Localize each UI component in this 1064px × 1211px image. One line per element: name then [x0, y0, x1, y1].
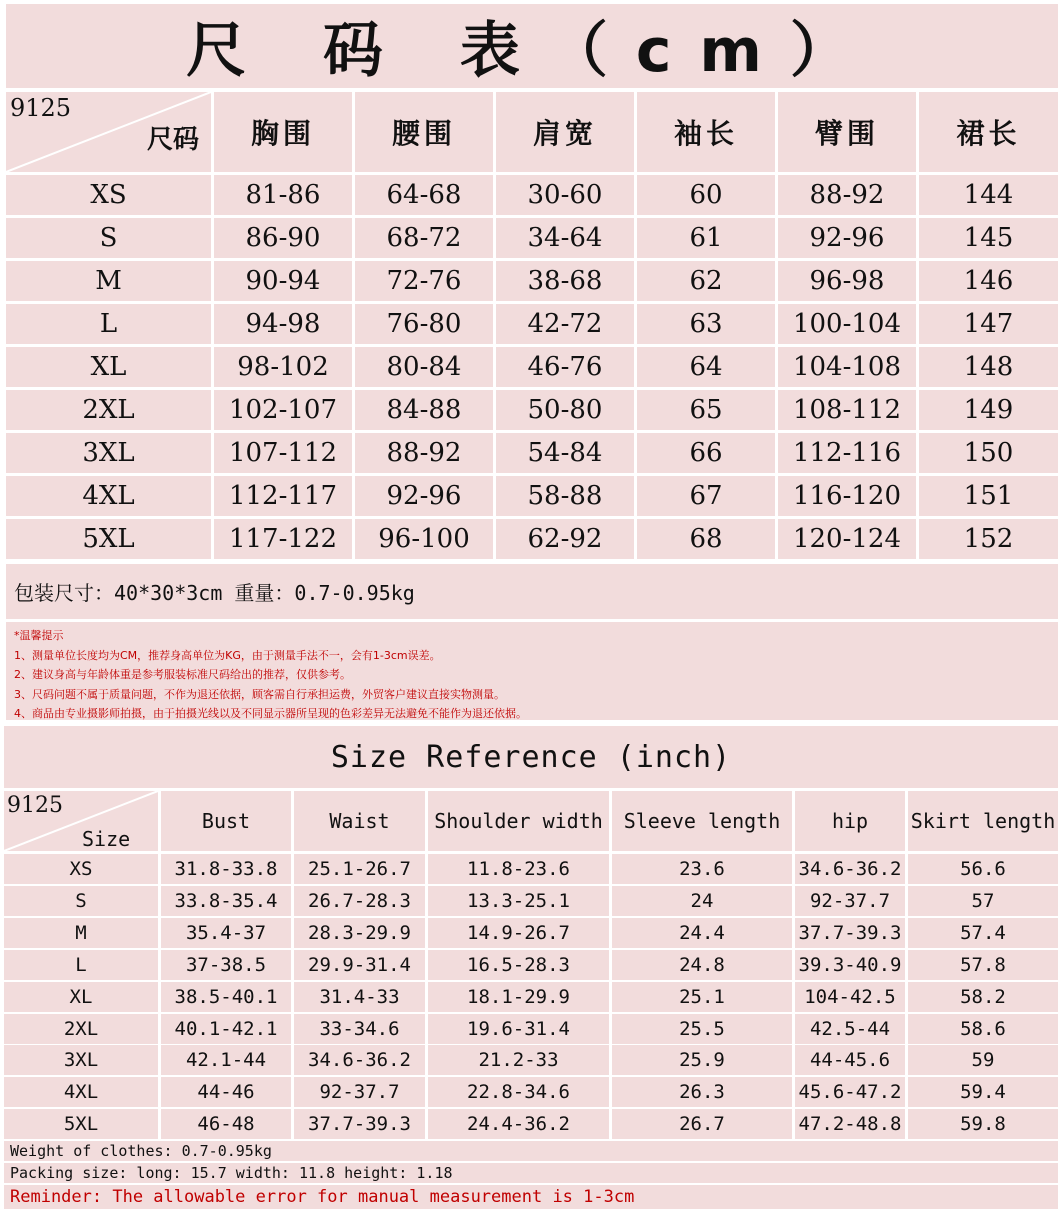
- cm-size-label: XL: [6, 347, 211, 387]
- cm-table-cell: 90-94: [214, 261, 352, 301]
- packing-info: Packing size: long: 15.7 width: 11.8 height: 1.18: [4, 1163, 1058, 1183]
- inch-table-cell: 34.6-36.2: [795, 854, 905, 884]
- inch-table-cell: 58.2: [908, 982, 1058, 1012]
- cm-table-cell: 62: [637, 261, 775, 301]
- inch-table-title: Size Reference (inch): [4, 726, 1058, 788]
- cm-size-label: M: [6, 261, 211, 301]
- cm-corner-cell: [6, 92, 211, 172]
- note-line: 4、商品由专业摄影师拍摄，由于拍摄光线以及不同显示器所呈现的色彩差异无法避免不能作为退还依据。: [14, 707, 527, 720]
- inch-table-cell: 18.1-29.9: [428, 982, 609, 1012]
- inch-column-header: Sleeve length: [612, 791, 792, 851]
- inch-corner-label: Size: [82, 827, 131, 851]
- cm-table-cell: 80-84: [355, 347, 493, 387]
- cm-table-cell: 30-60: [496, 175, 634, 215]
- cm-table-title: 尺 码 表（cm）: [6, 4, 1058, 88]
- inch-table-cell: 44-45.6: [795, 1045, 905, 1075]
- inch-table-cell: 40.1-42.1: [161, 1014, 291, 1044]
- cm-table-cell: 63: [637, 304, 775, 344]
- cm-table-cell: 61: [637, 218, 775, 258]
- inch-table-cell: 16.5-28.3: [428, 950, 609, 980]
- inch-size-label: L: [4, 950, 158, 980]
- weight-info: Weight of clothes: 0.7-0.95kg: [4, 1141, 1058, 1161]
- cm-table-cell: 146: [919, 261, 1058, 301]
- inch-table-cell: 25.9: [612, 1045, 792, 1075]
- cm-table-cell: 112-116: [778, 433, 916, 473]
- cm-size-label: S: [6, 218, 211, 258]
- cm-column-header: 肩宽: [496, 92, 634, 172]
- cm-table-cell: 92-96: [355, 476, 493, 516]
- inch-table-cell: 29.9-31.4: [294, 950, 425, 980]
- cm-size-label: L: [6, 304, 211, 344]
- cm-table-cell: 150: [919, 433, 1058, 473]
- cm-table-cell: 65: [637, 390, 775, 430]
- cm-table-cell: 102-107: [214, 390, 352, 430]
- inch-table-cell: 42.1-44: [161, 1045, 291, 1075]
- inch-table-cell: 35.4-37: [161, 918, 291, 948]
- cm-table-cell: 68-72: [355, 218, 493, 258]
- inch-table-cell: 31.8-33.8: [161, 854, 291, 884]
- inch-table-cell: 58.6: [908, 1014, 1058, 1044]
- cm-size-label: XS: [6, 175, 211, 215]
- note-line: 2、建议身高与年龄体重是参考服装标准尺码给出的推荐，仅供参考。: [14, 668, 351, 681]
- cm-table-cell: 96-98: [778, 261, 916, 301]
- inch-table-cell: 24: [612, 886, 792, 916]
- inch-table-cell: 23.6: [612, 854, 792, 884]
- inch-table-cell: 24.4: [612, 918, 792, 948]
- cm-table-cell: 67: [637, 476, 775, 516]
- cm-table-cell: 54-84: [496, 433, 634, 473]
- inch-table-cell: 33.8-35.4: [161, 886, 291, 916]
- cm-table-cell: 104-108: [778, 347, 916, 387]
- inch-table-cell: 38.5-40.1: [161, 982, 291, 1012]
- cm-table-cell: 81-86: [214, 175, 352, 215]
- cm-table-cell: 98-102: [214, 347, 352, 387]
- cm-table-cell: 66: [637, 433, 775, 473]
- inch-table-cell: 24.8: [612, 950, 792, 980]
- cm-table-cell: 147: [919, 304, 1058, 344]
- cm-table-cell: 108-112: [778, 390, 916, 430]
- cm-table-cell: 62-92: [496, 519, 634, 559]
- cm-table-cell: 100-104: [778, 304, 916, 344]
- cm-column-header: 臂围: [778, 92, 916, 172]
- cm-table-cell: 96-100: [355, 519, 493, 559]
- cm-table-cell: 38-68: [496, 261, 634, 301]
- inch-size-label: 4XL: [4, 1077, 158, 1107]
- inch-table-cell: 21.2-33: [428, 1045, 609, 1075]
- inch-table-cell: 56.6: [908, 854, 1058, 884]
- inch-column-header: Waist: [294, 791, 425, 851]
- inch-table-cell: 26.3: [612, 1077, 792, 1107]
- cm-table-cell: 88-92: [778, 175, 916, 215]
- cm-table-cell: 68: [637, 519, 775, 559]
- cm-table-cell: 88-92: [355, 433, 493, 473]
- inch-column-header: Skirt length: [908, 791, 1058, 851]
- inch-table-cell: 104-42.5: [795, 982, 905, 1012]
- cm-table-cell: 64-68: [355, 175, 493, 215]
- inch-table-cell: 42.5-44: [795, 1014, 905, 1044]
- inch-table-cell: 45.6-47.2: [795, 1077, 905, 1107]
- inch-corner-cell: [4, 791, 158, 851]
- cm-table-cell: 60: [637, 175, 775, 215]
- inch-table-cell: 39.3-40.9: [795, 950, 905, 980]
- cm-size-label: 3XL: [6, 433, 211, 473]
- cm-table-cell: 92-96: [778, 218, 916, 258]
- note-line: 1、测量单位长度均为CM，推荐身高单位为KG，由于测量手法不一，会有1-3cm误差。: [14, 648, 441, 662]
- inch-column-header: hip: [795, 791, 905, 851]
- inch-table-cell: 28.3-29.9: [294, 918, 425, 948]
- inch-table-cell: 13.3-25.1: [428, 886, 609, 916]
- cm-model-number: 9125: [10, 94, 72, 122]
- inch-table-cell: 59: [908, 1045, 1058, 1075]
- inch-table-cell: 37.7-39.3: [795, 918, 905, 948]
- cm-table-cell: 46-76: [496, 347, 634, 387]
- cm-table-cell: 152: [919, 519, 1058, 559]
- inch-size-label: XS: [4, 854, 158, 884]
- inch-size-label: XL: [4, 982, 158, 1012]
- inch-size-label: 3XL: [4, 1045, 158, 1075]
- cm-table-cell: 86-90: [214, 218, 352, 258]
- inch-table-cell: 19.6-31.4: [428, 1014, 609, 1044]
- cm-table-cell: 117-122: [214, 519, 352, 559]
- cm-package-info: 包装尺寸：40*30*3cm 重量：0.7-0.95kg: [6, 564, 1058, 619]
- inch-table-cell: 44-46: [161, 1077, 291, 1107]
- cm-table-cell: 50-80: [496, 390, 634, 430]
- inch-column-header: Bust: [161, 791, 291, 851]
- cm-table-cell: 149: [919, 390, 1058, 430]
- inch-table-cell: 92-37.7: [294, 1077, 425, 1107]
- inch-table-cell: 59.4: [908, 1077, 1058, 1107]
- inch-table-cell: 31.4-33: [294, 982, 425, 1012]
- cm-table-cell: 107-112: [214, 433, 352, 473]
- cm-table-cell: 148: [919, 347, 1058, 387]
- note-line: 3、尺码问题不属于质量问题，不作为退还依据，顾客需自行承担运费，外贸客户建议直接实物测量。: [14, 687, 505, 701]
- cm-column-header: 腰围: [355, 92, 493, 172]
- inch-model-number: 9125: [7, 793, 63, 818]
- cm-table-cell: 144: [919, 175, 1058, 215]
- inch-table-cell: 14.9-26.7: [428, 918, 609, 948]
- inch-table-cell: 57.4: [908, 918, 1058, 948]
- inch-table-cell: 26.7-28.3: [294, 886, 425, 916]
- cm-column-header: 袖长: [637, 92, 775, 172]
- inch-table-cell: 57.8: [908, 950, 1058, 980]
- inch-table-cell: 25.5: [612, 1014, 792, 1044]
- cm-size-label: 4XL: [6, 476, 211, 516]
- cm-table-cell: 145: [919, 218, 1058, 258]
- inch-table-cell: 37-38.5: [161, 950, 291, 980]
- inch-table-cell: 34.6-36.2: [294, 1045, 425, 1075]
- cm-table-cell: 116-120: [778, 476, 916, 516]
- inch-size-label: 2XL: [4, 1014, 158, 1044]
- cm-table-cell: 84-88: [355, 390, 493, 430]
- cm-table-cell: 64: [637, 347, 775, 387]
- cm-table-cell: 72-76: [355, 261, 493, 301]
- cm-size-label: 2XL: [6, 390, 211, 430]
- inch-size-label: M: [4, 918, 158, 948]
- cm-table-cell: 34-64: [496, 218, 634, 258]
- inch-table-cell: 33-34.6: [294, 1014, 425, 1044]
- cm-column-header: 胸围: [214, 92, 352, 172]
- cm-table-cell: 112-117: [214, 476, 352, 516]
- inch-table-cell: 59.8: [908, 1109, 1058, 1139]
- inch-table-cell: 25.1: [612, 982, 792, 1012]
- note-heading: *温馨提示: [14, 629, 64, 642]
- inch-table-cell: 11.8-23.6: [428, 854, 609, 884]
- cm-size-label: 5XL: [6, 519, 211, 559]
- inch-table-cell: 92-37.7: [795, 886, 905, 916]
- inch-table-cell: 25.1-26.7: [294, 854, 425, 884]
- inch-table-cell: 22.8-34.6: [428, 1077, 609, 1107]
- reminder-text: Reminder: The allowable error for manual measurement is 1-3cm: [4, 1185, 1058, 1209]
- cm-table-cell: 58-88: [496, 476, 634, 516]
- cm-table-cell: 76-80: [355, 304, 493, 344]
- cm-table-cell: 151: [919, 476, 1058, 516]
- cm-table-cell: 94-98: [214, 304, 352, 344]
- inch-table-cell: 37.7-39.3: [294, 1109, 425, 1139]
- inch-size-label: 5XL: [4, 1109, 158, 1139]
- inch-table-cell: 24.4-36.2: [428, 1109, 609, 1139]
- cm-column-header: 裙长: [919, 92, 1058, 172]
- inch-table-cell: 26.7: [612, 1109, 792, 1139]
- inch-table-cell: 46-48: [161, 1109, 291, 1139]
- inch-table-cell: 57: [908, 886, 1058, 916]
- cm-notes: [6, 622, 1058, 720]
- inch-table-cell: 47.2-48.8: [795, 1109, 905, 1139]
- inch-size-label: S: [4, 886, 158, 916]
- cm-table-cell: 120-124: [778, 519, 916, 559]
- cm-corner-label: 尺码: [146, 125, 199, 155]
- inch-column-header: Shoulder width: [428, 791, 609, 851]
- cm-table-cell: 42-72: [496, 304, 634, 344]
